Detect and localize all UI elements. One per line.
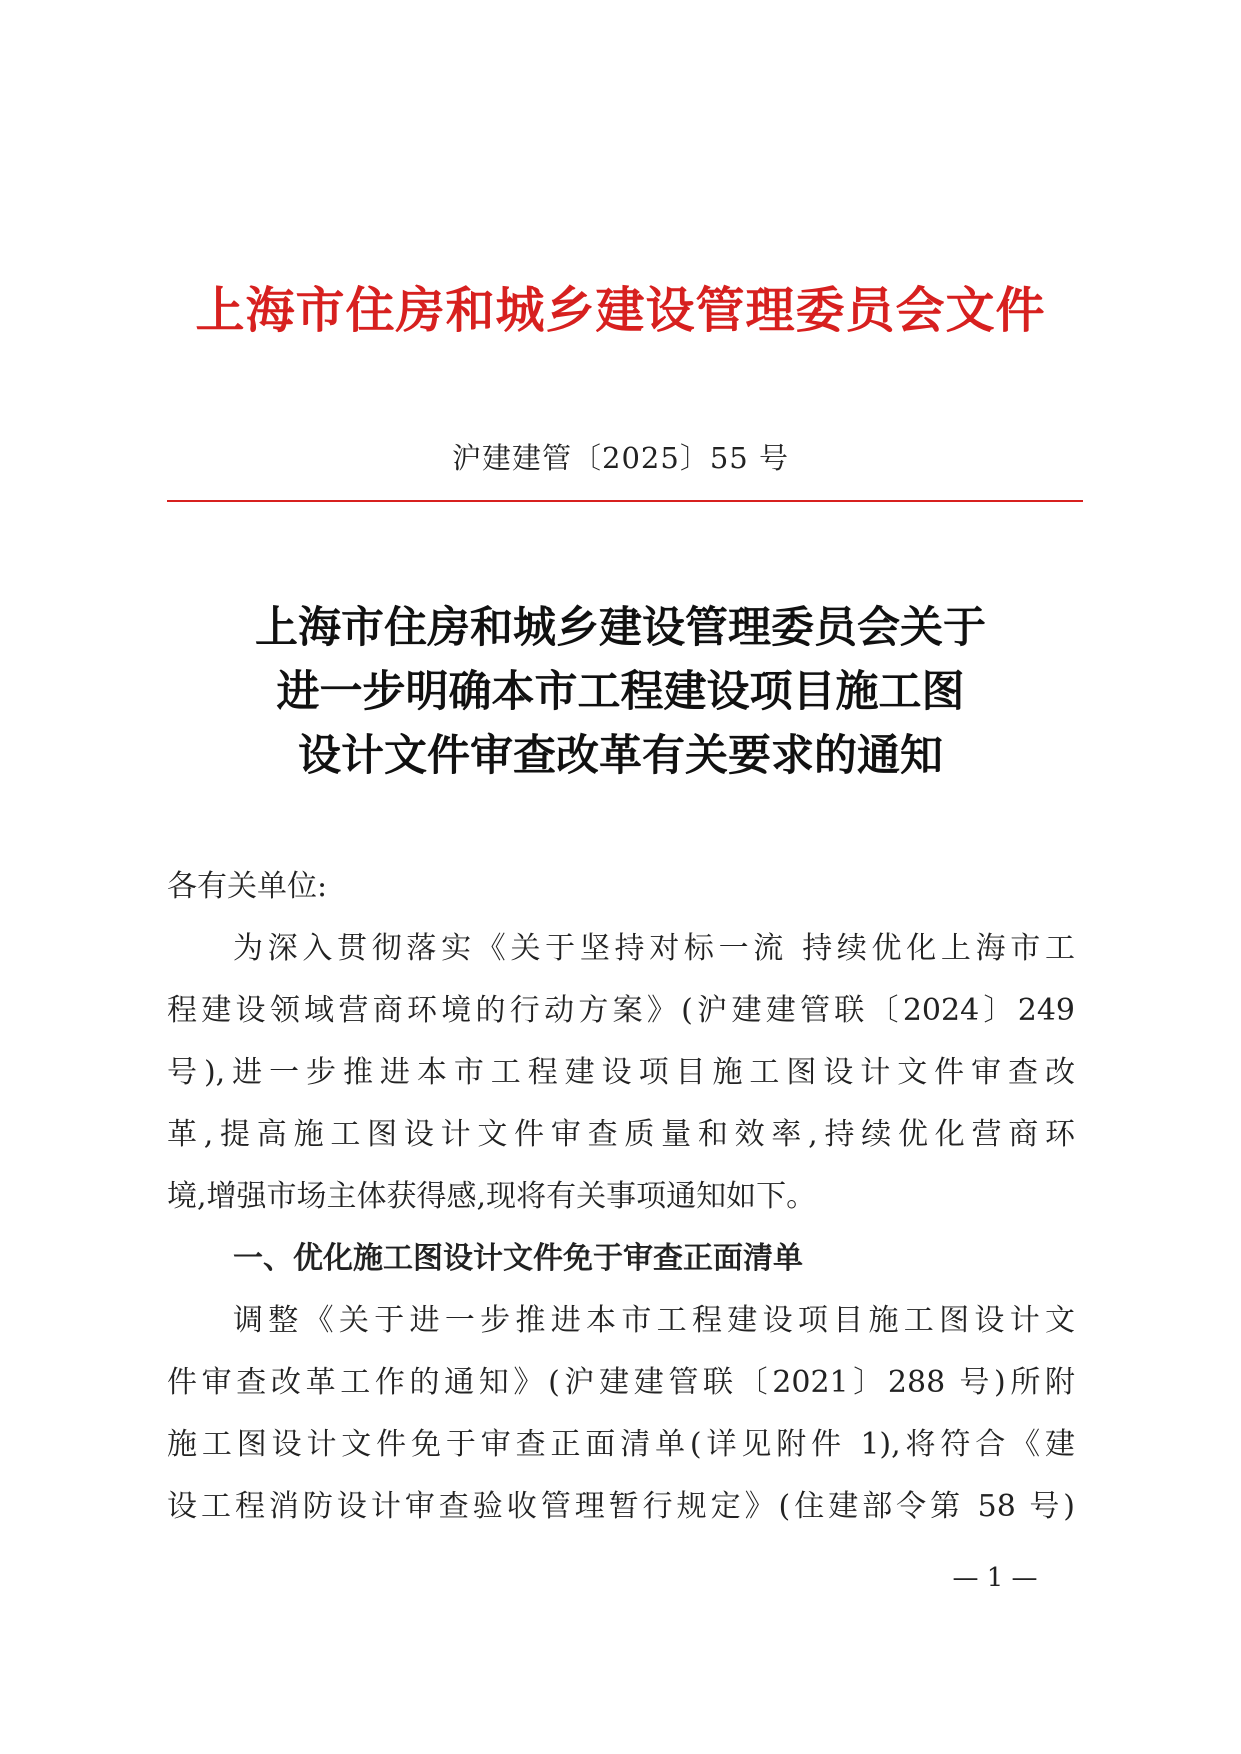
- page-number: — 1 —: [952, 1563, 1038, 1593]
- paragraph-line: 调整《关于进一步推进本市工程建设项目施工图设计文: [233, 1303, 1075, 1338]
- section-heading: 一、优化施工图设计文件免于审查正面清单: [233, 1241, 803, 1276]
- paragraph-line: 施工图设计文件免于审查正面清单(详见附件 1),将符合《建: [167, 1427, 1075, 1462]
- document-body: [167, 856, 1075, 1538]
- paragraph-line: 件审查改革工作的通知》(沪建建管联〔2021〕288 号)所附: [167, 1365, 1075, 1400]
- paragraph-line: 为深入贯彻落实《关于坚持对标一流 持续优化上海市工: [233, 931, 1075, 966]
- paragraph-line: 号),进一步推进本市工程建设项目施工图设计文件审查改: [167, 1055, 1075, 1090]
- paragraph-line: 程建设领域营商环境的行动方案》(沪建建管联〔2024〕249: [167, 993, 1075, 1028]
- red-divider-line: [167, 500, 1083, 502]
- title-line: 设计文件审查改革有关要求的通知: [298, 731, 943, 781]
- title-line: 进一步明确本市工程建设项目施工图: [276, 667, 965, 717]
- paragraph-line: 境,增强市场主体获得感,现将有关事项通知如下。: [167, 1179, 817, 1214]
- paragraph-line: 革,提高施工图设计文件审查质量和效率,持续优化营商环: [167, 1117, 1075, 1152]
- paragraph-line: 设工程消防设计审查验收管理暂行规定》(住建部令第 58 号): [167, 1489, 1075, 1524]
- salutation: 各有关单位:: [167, 869, 328, 904]
- document-number: 沪建建管〔2025〕55 号: [452, 441, 789, 475]
- title-line: 上海市住房和城乡建设管理委员会关于: [255, 603, 986, 653]
- masthead-title: 上海市住房和城乡建设管理委员会文件: [195, 281, 1046, 339]
- notice-title: [0, 596, 1241, 788]
